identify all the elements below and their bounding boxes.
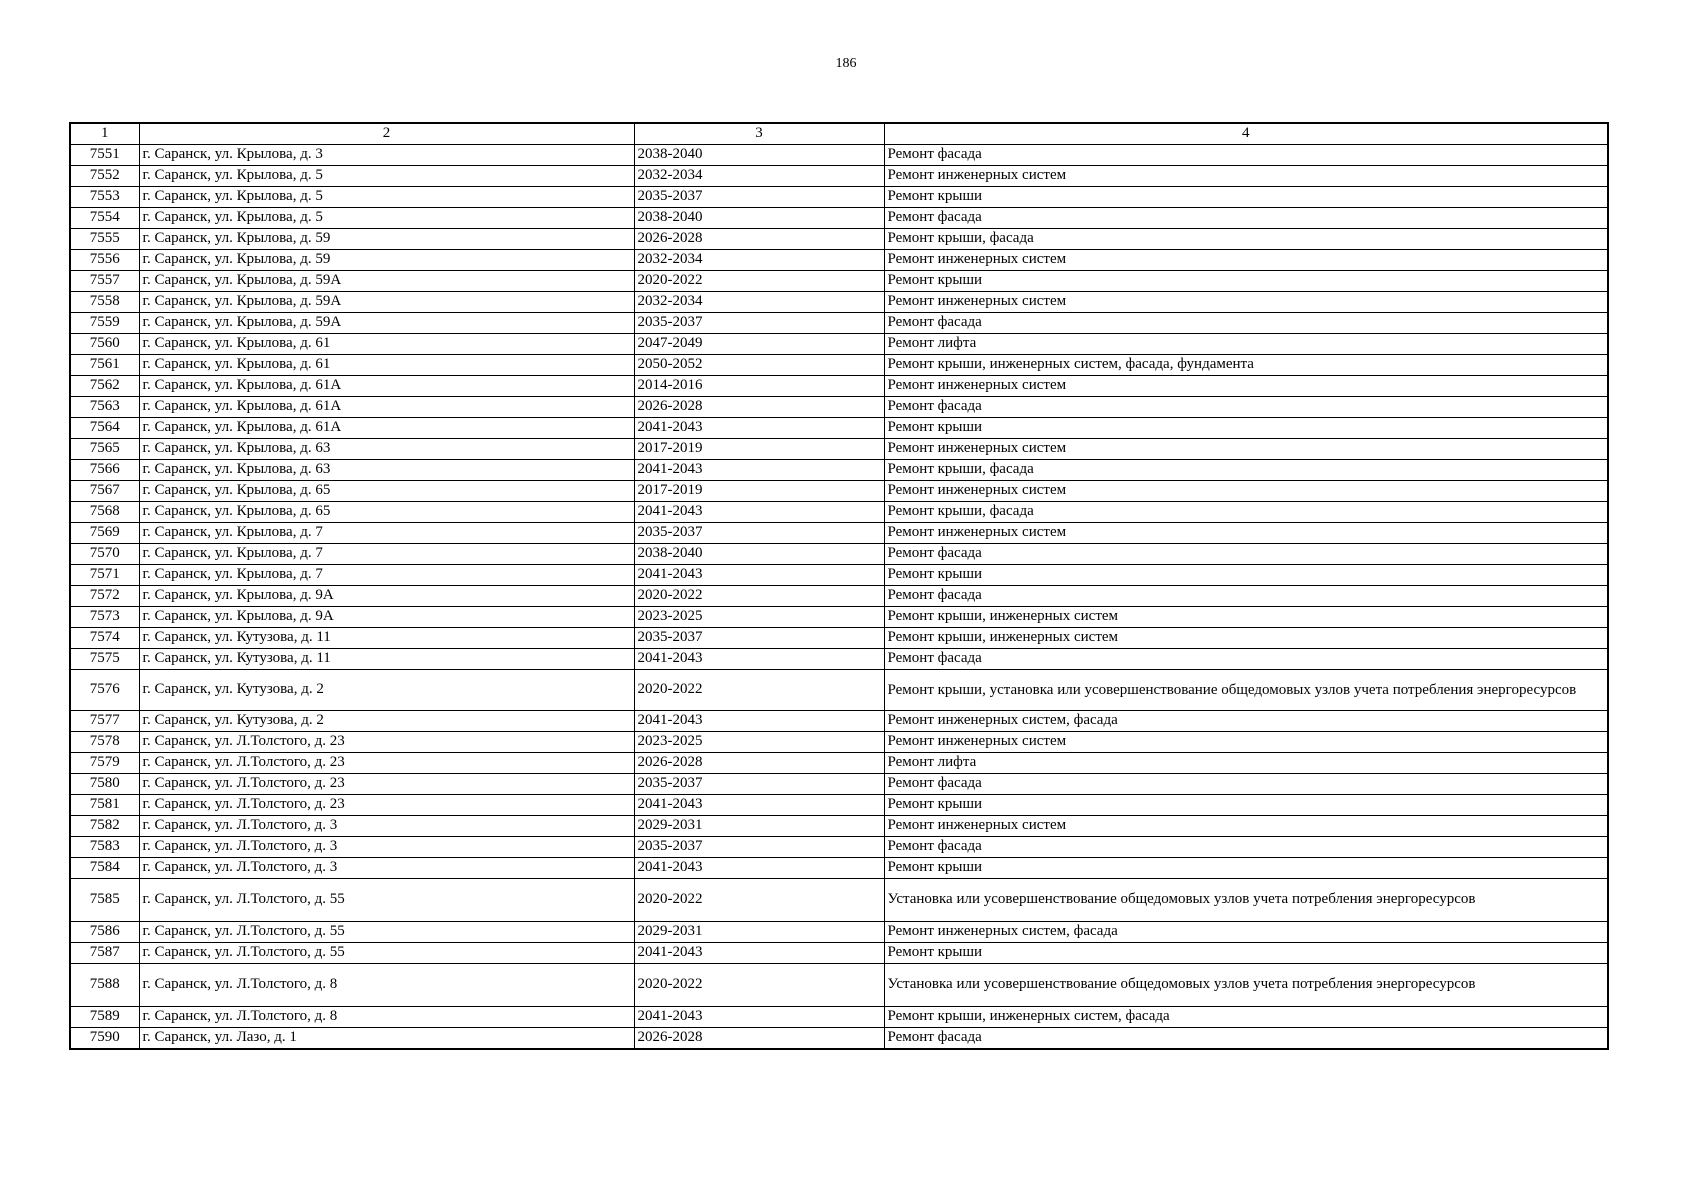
row-work: Ремонт крыши bbox=[884, 565, 1608, 586]
row-address: г. Саранск, ул. Крылова, д. 61 bbox=[139, 334, 634, 355]
table-row bbox=[70, 145, 1608, 166]
row-work: Ремонт крыши bbox=[884, 795, 1608, 816]
row-work: Ремонт инженерных систем bbox=[884, 523, 1608, 544]
row-address: г. Саранск, ул. Крылова, д. 5 bbox=[139, 208, 634, 229]
row-work: Ремонт фасада bbox=[884, 397, 1608, 418]
table-row bbox=[70, 649, 1608, 670]
row-work: Ремонт крыши, фасада bbox=[884, 502, 1608, 523]
column-header-1: 1 bbox=[70, 123, 139, 145]
row-number: 7578 bbox=[70, 732, 139, 753]
row-number: 7582 bbox=[70, 816, 139, 837]
row-years: 2017-2019 bbox=[634, 439, 884, 460]
row-address: г. Саранск, ул. Лазо, д. 1 bbox=[139, 1028, 634, 1050]
table-row bbox=[70, 628, 1608, 649]
table-row bbox=[70, 313, 1608, 334]
row-number: 7568 bbox=[70, 502, 139, 523]
row-number: 7554 bbox=[70, 208, 139, 229]
row-years: 2035-2037 bbox=[634, 837, 884, 858]
row-address: г. Саранск, ул. Л.Толстого, д. 55 bbox=[139, 922, 634, 943]
row-number: 7569 bbox=[70, 523, 139, 544]
table-row bbox=[70, 523, 1608, 544]
row-years: 2035-2037 bbox=[634, 774, 884, 795]
row-work: Ремонт крыши, инженерных систем bbox=[884, 628, 1608, 649]
row-work: Ремонт инженерных систем bbox=[884, 250, 1608, 271]
table-row bbox=[70, 460, 1608, 481]
row-number: 7556 bbox=[70, 250, 139, 271]
row-years: 2041-2043 bbox=[634, 795, 884, 816]
table-row bbox=[70, 670, 1608, 711]
table-body bbox=[70, 145, 1608, 1050]
row-years: 2041-2043 bbox=[634, 418, 884, 439]
row-address: г. Саранск, ул. Крылова, д. 59А bbox=[139, 292, 634, 313]
row-address: г. Саранск, ул. Кутузова, д. 2 bbox=[139, 670, 634, 711]
row-years: 2038-2040 bbox=[634, 208, 884, 229]
row-work: Ремонт крыши, инженерных систем bbox=[884, 607, 1608, 628]
row-address: г. Саранск, ул. Л.Толстого, д. 23 bbox=[139, 774, 634, 795]
row-work: Ремонт фасада bbox=[884, 208, 1608, 229]
row-number: 7586 bbox=[70, 922, 139, 943]
row-number: 7572 bbox=[70, 586, 139, 607]
table-row bbox=[70, 502, 1608, 523]
row-number: 7555 bbox=[70, 229, 139, 250]
row-years: 2029-2031 bbox=[634, 816, 884, 837]
row-years: 2041-2043 bbox=[634, 943, 884, 964]
row-work: Ремонт инженерных систем, фасада bbox=[884, 711, 1608, 732]
row-number: 7590 bbox=[70, 1028, 139, 1050]
row-work: Ремонт крыши, инженерных систем, фасада bbox=[884, 1007, 1608, 1028]
row-address: г. Саранск, ул. Крылова, д. 5 bbox=[139, 187, 634, 208]
row-years: 2041-2043 bbox=[634, 502, 884, 523]
row-work: Ремонт фасада bbox=[884, 1028, 1608, 1050]
row-number: 7579 bbox=[70, 753, 139, 774]
row-number: 7575 bbox=[70, 649, 139, 670]
row-number: 7589 bbox=[70, 1007, 139, 1028]
row-address: г. Саранск, ул. Крылова, д. 3 bbox=[139, 145, 634, 166]
row-years: 2041-2043 bbox=[634, 858, 884, 879]
row-number: 7561 bbox=[70, 355, 139, 376]
table-row bbox=[70, 334, 1608, 355]
row-years: 2014-2016 bbox=[634, 376, 884, 397]
row-years: 2023-2025 bbox=[634, 732, 884, 753]
row-address: г. Саранск, ул. Л.Толстого, д. 55 bbox=[139, 879, 634, 922]
row-address: г. Саранск, ул. Л.Толстого, д. 3 bbox=[139, 816, 634, 837]
row-address: г. Саранск, ул. Крылова, д. 9А bbox=[139, 586, 634, 607]
row-work: Ремонт лифта bbox=[884, 334, 1608, 355]
row-address: г. Саранск, ул. Кутузова, д. 11 bbox=[139, 628, 634, 649]
row-work: Ремонт инженерных систем bbox=[884, 376, 1608, 397]
table-row bbox=[70, 187, 1608, 208]
row-address: г. Саранск, ул. Крылова, д. 65 bbox=[139, 502, 634, 523]
row-years: 2026-2028 bbox=[634, 397, 884, 418]
table-row bbox=[70, 943, 1608, 964]
row-work: Ремонт крыши bbox=[884, 943, 1608, 964]
row-number: 7566 bbox=[70, 460, 139, 481]
column-header-2: 2 bbox=[139, 123, 634, 145]
row-number: 7571 bbox=[70, 565, 139, 586]
row-number: 7573 bbox=[70, 607, 139, 628]
row-work: Ремонт инженерных систем bbox=[884, 166, 1608, 187]
row-work: Ремонт крыши bbox=[884, 858, 1608, 879]
row-work: Ремонт инженерных систем, фасада bbox=[884, 922, 1608, 943]
column-header-4: 4 bbox=[884, 123, 1608, 145]
row-years: 2035-2037 bbox=[634, 313, 884, 334]
row-number: 7587 bbox=[70, 943, 139, 964]
row-work: Ремонт фасада bbox=[884, 313, 1608, 334]
row-number: 7563 bbox=[70, 397, 139, 418]
row-work: Установка или усовершенствование общедомовых узлов учета потребления энергоресурсов bbox=[884, 879, 1608, 922]
table-row bbox=[70, 376, 1608, 397]
row-number: 7584 bbox=[70, 858, 139, 879]
table-row bbox=[70, 229, 1608, 250]
row-address: г. Саранск, ул. Крылова, д. 61А bbox=[139, 376, 634, 397]
table-row bbox=[70, 879, 1608, 922]
row-years: 2026-2028 bbox=[634, 1028, 884, 1050]
table-row bbox=[70, 795, 1608, 816]
row-years: 2050-2052 bbox=[634, 355, 884, 376]
row-address: г. Саранск, ул. Л.Толстого, д. 55 bbox=[139, 943, 634, 964]
row-work: Ремонт инженерных систем bbox=[884, 439, 1608, 460]
row-years: 2029-2031 bbox=[634, 922, 884, 943]
table-row bbox=[70, 711, 1608, 732]
row-address: г. Саранск, ул. Крылова, д. 7 bbox=[139, 565, 634, 586]
row-years: 2047-2049 bbox=[634, 334, 884, 355]
table-row bbox=[70, 544, 1608, 565]
row-work: Ремонт крыши, установка или усовершенствование общедомовых узлов учета потребления энергоресурсов bbox=[884, 670, 1608, 711]
row-years: 2038-2040 bbox=[634, 145, 884, 166]
row-address: г. Саранск, ул. Л.Толстого, д. 8 bbox=[139, 964, 634, 1007]
row-address: г. Саранск, ул. Крылова, д. 63 bbox=[139, 439, 634, 460]
row-work: Ремонт инженерных систем bbox=[884, 481, 1608, 502]
row-address: г. Саранск, ул. Крылова, д. 59 bbox=[139, 250, 634, 271]
table-row bbox=[70, 922, 1608, 943]
table-row bbox=[70, 208, 1608, 229]
row-number: 7558 bbox=[70, 292, 139, 313]
row-years: 2038-2040 bbox=[634, 544, 884, 565]
row-years: 2035-2037 bbox=[634, 628, 884, 649]
table-row bbox=[70, 355, 1608, 376]
row-years: 2032-2034 bbox=[634, 166, 884, 187]
row-address: г. Саранск, ул. Крылова, д. 7 bbox=[139, 523, 634, 544]
column-header-3: 3 bbox=[634, 123, 884, 145]
row-years: 2026-2028 bbox=[634, 753, 884, 774]
works-table bbox=[69, 122, 1609, 1050]
row-number: 7583 bbox=[70, 837, 139, 858]
row-work: Ремонт крыши bbox=[884, 271, 1608, 292]
row-work: Ремонт лифта bbox=[884, 753, 1608, 774]
row-number: 7580 bbox=[70, 774, 139, 795]
row-address: г. Саранск, ул. Крылова, д. 65 bbox=[139, 481, 634, 502]
table-row bbox=[70, 732, 1608, 753]
row-work: Ремонт крыши bbox=[884, 187, 1608, 208]
row-years: 2017-2019 bbox=[634, 481, 884, 502]
table-row bbox=[70, 565, 1608, 586]
row-address: г. Саранск, ул. Крылова, д. 63 bbox=[139, 460, 634, 481]
row-number: 7567 bbox=[70, 481, 139, 502]
row-work: Ремонт крыши bbox=[884, 418, 1608, 439]
row-number: 7560 bbox=[70, 334, 139, 355]
row-years: 2026-2028 bbox=[634, 229, 884, 250]
table-row bbox=[70, 1028, 1608, 1050]
row-years: 2041-2043 bbox=[634, 460, 884, 481]
table-row bbox=[70, 397, 1608, 418]
row-years: 2041-2043 bbox=[634, 711, 884, 732]
row-years: 2041-2043 bbox=[634, 649, 884, 670]
row-address: г. Саранск, ул. Кутузова, д. 11 bbox=[139, 649, 634, 670]
row-address: г. Саранск, ул. Крылова, д. 5 bbox=[139, 166, 634, 187]
row-address: г. Саранск, ул. Крылова, д. 61А bbox=[139, 418, 634, 439]
row-work: Ремонт фасада bbox=[884, 586, 1608, 607]
row-years: 2032-2034 bbox=[634, 292, 884, 313]
table-row bbox=[70, 753, 1608, 774]
row-work: Ремонт фасада bbox=[884, 774, 1608, 795]
row-address: г. Саранск, ул. Крылова, д. 59А bbox=[139, 313, 634, 334]
row-years: 2023-2025 bbox=[634, 607, 884, 628]
row-address: г. Саранск, ул. Л.Толстого, д. 3 bbox=[139, 837, 634, 858]
row-number: 7588 bbox=[70, 964, 139, 1007]
row-work: Ремонт фасада bbox=[884, 544, 1608, 565]
table-row bbox=[70, 418, 1608, 439]
page-number: 186 bbox=[835, 56, 857, 71]
table-row bbox=[70, 166, 1608, 187]
table-row bbox=[70, 481, 1608, 502]
table-row bbox=[70, 607, 1608, 628]
row-address: г. Саранск, ул. Крылова, д. 61 bbox=[139, 355, 634, 376]
table-row bbox=[70, 292, 1608, 313]
row-address: г. Саранск, ул. Л.Толстого, д. 23 bbox=[139, 753, 634, 774]
row-years: 2020-2022 bbox=[634, 271, 884, 292]
row-work: Установка или усовершенствование общедомовых узлов учета потребления энергоресурсов bbox=[884, 964, 1608, 1007]
row-address: г. Саранск, ул. Крылова, д. 59 bbox=[139, 229, 634, 250]
row-number: 7557 bbox=[70, 271, 139, 292]
row-work: Ремонт фасада bbox=[884, 145, 1608, 166]
table-row bbox=[70, 586, 1608, 607]
row-years: 2032-2034 bbox=[634, 250, 884, 271]
row-number: 7562 bbox=[70, 376, 139, 397]
row-address: г. Саранск, ул. Л.Толстого, д. 8 bbox=[139, 1007, 634, 1028]
row-years: 2020-2022 bbox=[634, 879, 884, 922]
table-row bbox=[70, 964, 1608, 1007]
table-row bbox=[70, 439, 1608, 460]
row-address: г. Саранск, ул. Кутузова, д. 2 bbox=[139, 711, 634, 732]
row-address: г. Саранск, ул. Крылова, д. 7 bbox=[139, 544, 634, 565]
row-work: Ремонт крыши, фасада bbox=[884, 229, 1608, 250]
row-number: 7551 bbox=[70, 145, 139, 166]
table-row bbox=[70, 271, 1608, 292]
table-row bbox=[70, 837, 1608, 858]
row-years: 2041-2043 bbox=[634, 1007, 884, 1028]
row-address: г. Саранск, ул. Крылова, д. 59А bbox=[139, 271, 634, 292]
row-work: Ремонт инженерных систем bbox=[884, 732, 1608, 753]
row-number: 7559 bbox=[70, 313, 139, 334]
row-years: 2020-2022 bbox=[634, 586, 884, 607]
row-number: 7574 bbox=[70, 628, 139, 649]
table-row bbox=[70, 858, 1608, 879]
row-number: 7565 bbox=[70, 439, 139, 460]
row-work: Ремонт фасада bbox=[884, 649, 1608, 670]
row-work: Ремонт крыши, фасада bbox=[884, 460, 1608, 481]
row-number: 7585 bbox=[70, 879, 139, 922]
row-address: г. Саранск, ул. Л.Толстого, д. 3 bbox=[139, 858, 634, 879]
row-work: Ремонт инженерных систем bbox=[884, 816, 1608, 837]
table-header-row bbox=[70, 123, 1608, 145]
row-years: 2041-2043 bbox=[634, 565, 884, 586]
row-address: г. Саранск, ул. Л.Толстого, д. 23 bbox=[139, 732, 634, 753]
row-number: 7577 bbox=[70, 711, 139, 732]
row-work: Ремонт крыши, инженерных систем, фасада, фундамента bbox=[884, 355, 1608, 376]
table-row bbox=[70, 250, 1608, 271]
row-number: 7581 bbox=[70, 795, 139, 816]
row-address: г. Саранск, ул. Л.Толстого, д. 23 bbox=[139, 795, 634, 816]
row-years: 2020-2022 bbox=[634, 670, 884, 711]
row-number: 7553 bbox=[70, 187, 139, 208]
table-row bbox=[70, 774, 1608, 795]
row-number: 7564 bbox=[70, 418, 139, 439]
row-number: 7552 bbox=[70, 166, 139, 187]
row-number: 7570 bbox=[70, 544, 139, 565]
row-years: 2035-2037 bbox=[634, 523, 884, 544]
row-number: 7576 bbox=[70, 670, 139, 711]
row-years: 2035-2037 bbox=[634, 187, 884, 208]
row-address: г. Саранск, ул. Крылова, д. 61А bbox=[139, 397, 634, 418]
row-address: г. Саранск, ул. Крылова, д. 9А bbox=[139, 607, 634, 628]
row-work: Ремонт инженерных систем bbox=[884, 292, 1608, 313]
table-row bbox=[70, 1007, 1608, 1028]
row-years: 2020-2022 bbox=[634, 964, 884, 1007]
table-row bbox=[70, 816, 1608, 837]
row-work: Ремонт фасада bbox=[884, 837, 1608, 858]
